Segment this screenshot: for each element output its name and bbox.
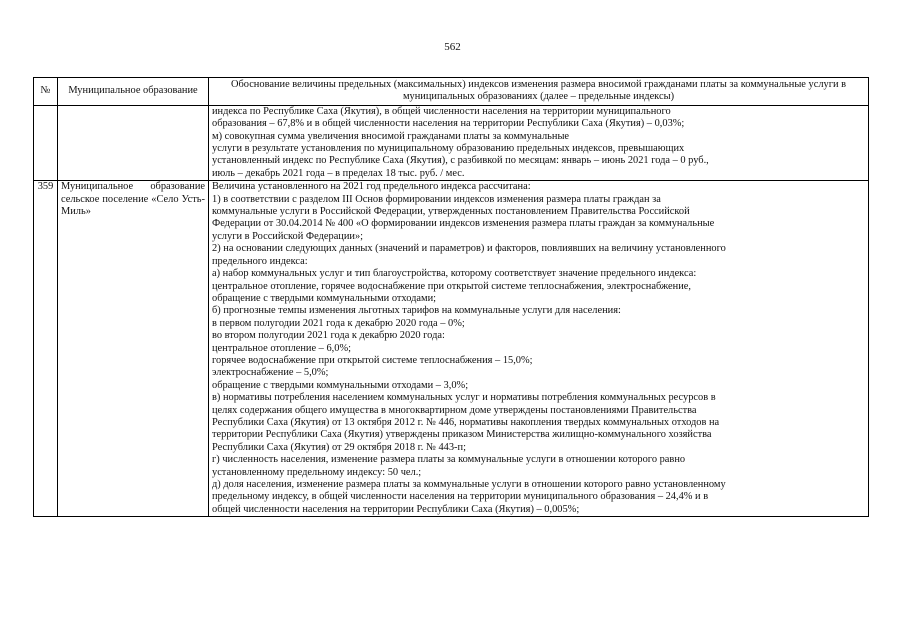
text-line: центральное отопление, горячее водоснабжение при открытой системе теплоснабжения, электроснабжение,	[212, 280, 691, 292]
text-line: Величина установленного на 2021 год предельного индекса рассчитана:	[212, 181, 531, 193]
text-line: коммунальные услуги в Российской Федерации, утвержденных постановлением Правительства Российской	[212, 206, 690, 218]
text-line: г) численность населения, изменение размера платы за коммунальные услуги в отношении которого равно	[212, 454, 686, 466]
text-line: услуги в Российской Федерации»;	[212, 230, 364, 242]
text-line: предельному индексу, в общей численности населения на территории муниципального образования – 24,4% и в	[212, 491, 709, 503]
text-line: во втором полугодии 2021 года к декабрю 2020 года:	[212, 330, 445, 342]
header-number: №	[34, 78, 58, 106]
text-line: Республики Саха (Якутия) от 13 октября 2012 г. № 446, нормативы накопления твердых коммунальных отходов на	[212, 416, 720, 428]
header-municipality: Муниципальное образование	[58, 78, 209, 106]
tariff-index-table	[33, 77, 869, 517]
text-line: целях содержания общего имущества в многоквартирном доме утверждены постановлениями Правительства	[212, 404, 697, 416]
text-line: электроснабжение – 5,0%;	[212, 367, 329, 379]
text-line: образования – 67,8% и в общей численности населения на территории Республики Саха (Якутия) – 0,03%;	[212, 118, 685, 130]
text-line: услуги в результате установления по муниципальному образованию предельных индексов, превышающих	[212, 143, 685, 155]
text-line: предельного индекса:	[212, 255, 308, 267]
row-justification	[209, 181, 869, 517]
text-line: м) совокупная сумма увеличения вносимой гражданами платы за коммунальные	[212, 130, 570, 142]
text-line: д) доля населения, изменение размера платы за коммунальные услуги в отношении которого равно установленному	[212, 479, 726, 490]
text-line: обращение с твердыми коммунальными отходами;	[212, 292, 437, 304]
text-line: июль – декабрь 2021 года – в пределах 18 тыс. руб. / мес.	[212, 167, 465, 179]
row-number: 359	[34, 181, 58, 517]
row-municipality	[58, 105, 209, 180]
table-row	[34, 105, 869, 180]
row-number	[34, 105, 58, 180]
table-row	[34, 181, 869, 517]
row-municipality: Муниципальное образование сельское поселение «Село Усть-Миль»	[58, 181, 209, 517]
row-justification	[209, 105, 869, 180]
table-header-row	[34, 78, 869, 106]
text-line: общей численности населения на территории Республики Саха (Якутия) – 0,005%;	[212, 503, 580, 515]
text-line: центральное отопление – 6,0%;	[212, 342, 351, 354]
page-number: 562	[444, 41, 461, 53]
text-line: в первом полугодии 2021 года к декабрю 2020 года – 0%;	[212, 317, 465, 329]
text-line: Республики Саха (Якутия) от 29 октября 2018 г. № 443-п;	[212, 441, 466, 453]
text-line: территории Республики Саха (Якутия) утверждены приказом Министерства жилищно-коммунального хозяйства	[212, 429, 712, 441]
text-line: 1) в соответствии с разделом III Основ формировании индексов изменения размера платы граждан за	[212, 193, 661, 205]
header-justification: Обоснование величины предельных (максимальных) индексов изменения размера вносимой гражданами платы за коммунальные услуги в муниципальных образованиях (далее – предельные индексы)	[209, 78, 869, 106]
text-line: горячее водоснабжение при открытой системе теплоснабжения – 15,0%;	[212, 354, 533, 366]
text-line: установленный индекс по Республике Саха (Якутия), с разбивкой по месяцам: январь – июнь 2021 года – 0 руб.,	[212, 155, 709, 167]
text-line: 2) на основании следующих данных (значений и параметров) и факторов, повлиявших на величину установленного	[212, 243, 726, 255]
text-line: установленному предельному индексу: 50 чел.;	[212, 466, 422, 478]
text-line: в) нормативы потребления населением коммунальных услуг и нормативы потребления коммунальных ресурсов в	[212, 392, 716, 404]
text-line: а) набор коммунальных услуг и тип благоустройства, которому соответствует значение предельного индекса:	[212, 268, 697, 280]
text-line: обращение с твердыми коммунальными отходами – 3,0%;	[212, 379, 469, 391]
text-line: Федерации от 30.04.2014 № 400 «О формировании индексов изменения размера платы граждан за коммунальные	[212, 218, 715, 230]
text-line: индекса по Республике Саха (Якутия), в общей численности населения на территории муниципального	[212, 105, 671, 117]
text-line: б) прогнозные темпы изменения льготных тарифов на коммунальные услуги для населения:	[212, 305, 621, 317]
